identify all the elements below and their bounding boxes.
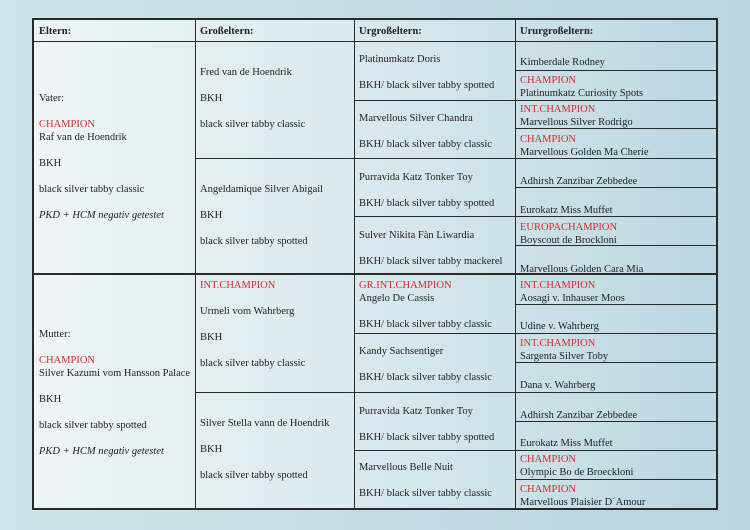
- gg-grandparent-name: Marvellous Golden Ma Cherie: [520, 147, 649, 158]
- great-grandparent-name: Marvellous Belle Nuit: [359, 462, 453, 473]
- great-divider: [354, 333, 716, 334]
- gg-grandparent-name: Kimberdale Rodney: [520, 57, 605, 68]
- gg-grandparent-title: INT.CHAMPION: [520, 338, 596, 349]
- gg-grandparent-name: Boyscout de Brockloni: [520, 235, 617, 246]
- column-divider: [354, 20, 355, 508]
- grandparent-color: black silver tabby spotted: [200, 470, 308, 481]
- gg-grandparent-title: CHAMPION: [520, 484, 577, 495]
- grandparent-name: Urmeli vom Wahrberg: [200, 306, 295, 317]
- great-grandparent-info: BKH/ black silver tabby classic: [359, 488, 492, 499]
- header-divider: [34, 41, 716, 42]
- great-grandparent-4: [359, 279, 492, 331]
- parent-health: PKD + HCM negativ getestet: [39, 446, 164, 457]
- great-grandparent-info: BKH/ black silver tabby classic: [359, 319, 492, 330]
- great-grandparent-info: BKH/ black silver tabby classic: [359, 372, 492, 383]
- great-divider: [354, 450, 716, 451]
- gg-grandparent-name: Marvellous Plaisier D´Amour: [520, 497, 646, 508]
- gg-grandparent-name: Olympic Bo de Broeckloni: [520, 467, 634, 478]
- great-grandparent-name: Purravida Katz Tonker Toy: [359, 172, 473, 183]
- gg-grandparent-15: [520, 483, 645, 509]
- great-grandparent-info: BKH/ black silver tabby mackerel: [359, 256, 503, 267]
- great-grandparent-info: BKH/ black silver tabby spotted: [359, 432, 495, 443]
- gg-grandparent-name: Marvellous Golden Cara Mia: [520, 264, 644, 275]
- parent-mutter: [39, 328, 190, 458]
- gg-grandparent-0: [520, 56, 605, 69]
- great-grandparent-2: [359, 171, 494, 210]
- great-grandparent-info: BKH/ black silver tabby spotted: [359, 198, 495, 209]
- great-grandparent-name: Angelo De Cassis: [359, 293, 435, 304]
- great-divider: [354, 100, 716, 101]
- great-grandparent-5: [359, 345, 492, 384]
- gg-grandparent-title: INT.CHAMPION: [520, 280, 596, 291]
- great-grandparent-6: [359, 405, 494, 444]
- gg-grandparent-title: CHAMPION: [520, 75, 577, 86]
- gg-grandparent-3: [520, 133, 649, 159]
- column-divider: [195, 20, 196, 508]
- great-grandparent-info: BKH/ black silver tabby classic: [359, 139, 492, 150]
- grandparent-color: black silver tabby classic: [200, 119, 306, 130]
- parent-color: black silver tabby spotted: [39, 420, 147, 431]
- grandparent-color: black silver tabby classic: [200, 358, 306, 369]
- gg-grandparent-5: [520, 204, 613, 217]
- gg-grandparent-name: Sargenta Silver Toby: [520, 351, 609, 362]
- great-grandparent-7: [359, 461, 492, 500]
- gg-grandparent-12: [520, 409, 637, 422]
- gg-grandparent-8: [520, 279, 625, 305]
- great-grandparent-name: Marvellous Silver Chandra: [359, 113, 473, 124]
- great-grandparent-name: Sulver Nikita Fàn Liwardia: [359, 230, 475, 241]
- great-grandparent-0: [359, 53, 494, 92]
- gg-grandparent-1: [520, 74, 643, 100]
- header-urgrosseltern: Urgroßeltern:: [359, 26, 422, 37]
- gg-grandparent-title: INT.CHAMPION: [520, 104, 596, 115]
- grandparent-name: Angeldamique Silver Abigail: [200, 184, 324, 195]
- gg-grandparent-name: Eurokatz Miss Muffet: [520, 205, 613, 216]
- gg-grandparent-name: Dana v. Wahrberg: [520, 380, 596, 391]
- grandparent-color: black silver tabby spotted: [200, 236, 308, 247]
- grandparent-breed: BKH: [200, 444, 223, 455]
- gg-grandparent-name: Eurokatz Miss Muffet: [520, 438, 613, 449]
- grandparent-breed: BKH: [200, 93, 223, 104]
- grandparent-2: [200, 279, 305, 370]
- grandparent-name: Fred van de Hoendrik: [200, 67, 292, 78]
- great-grandparent-3: [359, 229, 502, 268]
- parent-vater: [39, 92, 164, 222]
- parent-name: Raf van de Hoendrik: [39, 132, 127, 143]
- gg-grandparent-name: Platinumkatz Curiosity Spots: [520, 88, 644, 99]
- grandparent-title: INT.CHAMPION: [200, 280, 276, 291]
- grandparent-breed: BKH: [200, 210, 223, 221]
- gg-grandparent-name: Udine v. Wahrberg: [520, 321, 599, 332]
- great-grandparent-name: Purravida Katz Tonker Toy: [359, 406, 473, 417]
- parent-title: CHAMPION: [39, 119, 96, 130]
- grandparent-0: [200, 66, 305, 131]
- parent-title: CHAMPION: [39, 355, 96, 366]
- parent-color: black silver tabby classic: [39, 184, 145, 195]
- gg-grandparent-title: CHAMPION: [520, 454, 577, 465]
- gg-divider: [515, 70, 716, 71]
- gg-divider: [515, 479, 716, 480]
- gg-grandparent-name: Adhirsh Zanzibar Zebbedee: [520, 410, 638, 421]
- gg-grandparent-title: EUROPACHAMPION: [520, 222, 618, 233]
- gg-grandparent-7: [520, 263, 643, 276]
- parent-role: Mutter:: [39, 329, 71, 340]
- grandparent-3: [200, 417, 329, 482]
- header-grosseltern: Großeltern:: [200, 26, 254, 37]
- header-eltern: Eltern:: [39, 26, 72, 37]
- grandparent-1: [200, 183, 323, 248]
- gg-grandparent-name: Adhirsh Zanzibar Zebbedee: [520, 176, 638, 187]
- parent-health: PKD + HCM negativ getestet: [39, 210, 164, 221]
- gg-grandparent-name: Marvellous Silver Rodrigo: [520, 117, 633, 128]
- gg-grandparent-11: [520, 379, 595, 392]
- parent-breed: BKH: [39, 394, 62, 405]
- gg-grandparent-2: [520, 103, 633, 129]
- header-ururgrosseltern: Ururgroßeltern:: [520, 26, 594, 37]
- grandparent-name: Silver Stella vann de Hoendrik: [200, 418, 330, 429]
- grandparent-breed: BKH: [200, 332, 223, 343]
- great-grandparent-title: GR.INT.CHAMPION: [359, 280, 452, 291]
- gg-grandparent-13: [520, 437, 613, 450]
- gg-grandparent-14: [520, 453, 633, 479]
- parent-name: Silver Kazumi vom Hansson Palace: [39, 368, 191, 379]
- great-grandparent-1: [359, 112, 492, 151]
- column-divider: [515, 20, 516, 508]
- great-grandparent-name: Kandy Sachsentiger: [359, 346, 444, 357]
- parent-breed: BKH: [39, 158, 62, 169]
- parent-role: Vater:: [39, 93, 65, 104]
- gg-grandparent-name: Aosagi v. Inhauser Moos: [520, 293, 625, 304]
- great-grandparent-name: Platinumkatz Doris: [359, 54, 441, 65]
- gg-grandparent-9: [520, 320, 599, 333]
- gg-grandparent-4: [520, 175, 637, 188]
- great-grandparent-info: BKH/ black silver tabby spotted: [359, 80, 495, 91]
- gg-grandparent-title: CHAMPION: [520, 134, 577, 145]
- grandparent-divider: [195, 392, 716, 393]
- pedigree-table: [32, 18, 718, 510]
- gg-grandparent-6: [520, 221, 617, 247]
- gg-grandparent-10: [520, 337, 608, 363]
